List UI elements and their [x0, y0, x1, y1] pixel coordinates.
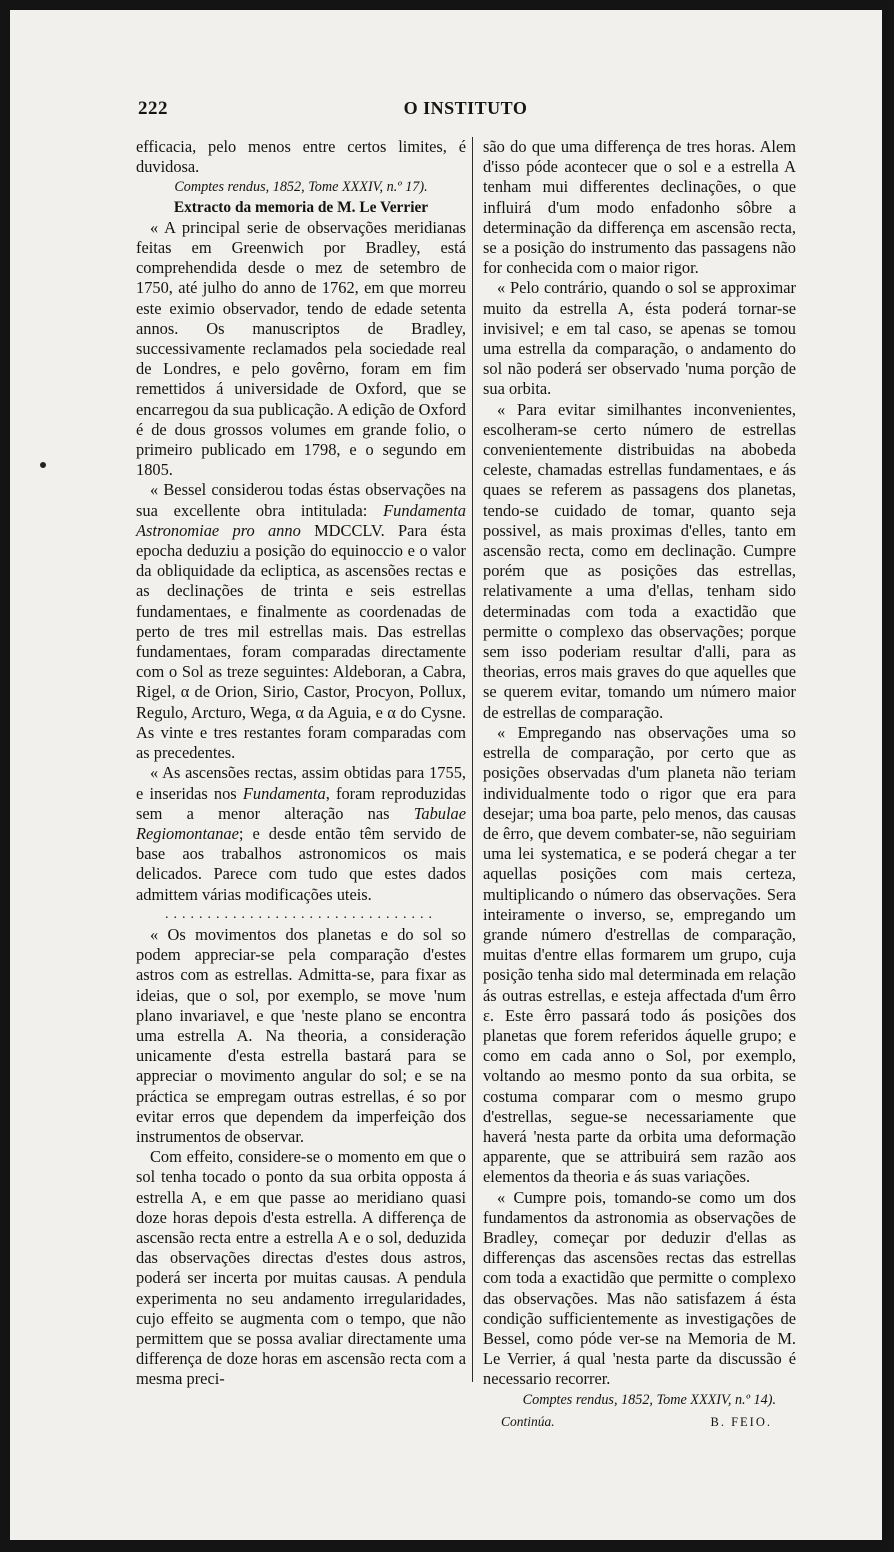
- text-run: , foram reproduzidas sem a menor alteração nas: [136, 783, 466, 823]
- running-title: O INSTITUTO: [403, 98, 528, 118]
- section-title: Extracto da memoria de M. Le Verrier: [173, 198, 429, 216]
- text-run: « As ascensões rectas, assim obtidas para 1755, e inseridas nos: [136, 763, 466, 803]
- page-header: [138, 98, 793, 124]
- text-run: « Bessel considerou todas éstas observações na sua excellente obra intitulada:: [136, 480, 466, 520]
- work-title: Tabulae Regiomontanae: [136, 803, 466, 843]
- paragraph: « A principal serie de observações meridianas feitas em Greenwich por Bradley, está comprehendida desde o mez de setembro de 1750, até julho do anno de 1762, em que morreu este eximio observador, tendo de edade setenta annos. Os manuscriptos de Bradley, successivamente reclamados pela sociedade real de Londres, e pelo govêrno, foram em fim remettidos á universidade de Oxford, que se encarregou da sua publicação. A edição de Oxford é de dous grossos volumes em grande folio, o primeiro publicado em 1798, e o segundo em 1805.: [136, 217, 466, 480]
- margin-mark: [40, 462, 46, 468]
- work-title: Fundamenta: [242, 783, 326, 803]
- paragraph: [136, 480, 466, 763]
- left-column: [136, 137, 466, 1389]
- citation: Comptes rendus, 1852, Tome XXXIV, n.º 17).: [174, 179, 428, 196]
- right-column: [472, 137, 796, 1429]
- text-run: MDCCLV. Para ésta epocha deduziu a posição do equinoccio e o valor da obliquidade da ecliptica, as ascensões rectas e as declinações de trinta e seis estrellas fundamentaes, e finalmente as coordenadas de perto de tres mil estrellas mais. Das estrellas fundamentaes, foram comparadas directamente com o Sol as treze seguintes: Aldeboran, a Cabra, Rigel, α de Orion, Sirio, Castor, Procyon, Pollux, Regulo, Arcturo, Wega, α da Aguia, e α do Cysne. As vinte e tres restantes foram comparadas com as precedentes.: [136, 520, 466, 763]
- continua-note: Continúa.: [501, 1413, 555, 1429]
- page-number: 222: [138, 98, 168, 119]
- paragraph: efficacia, pelo menos entre certos limites, é duvidosa.: [136, 137, 466, 177]
- paragraph: são do que uma differença de tres horas. Alem d'isso póde acontecer que o sol e a estrella A tenham mui differentes declinações, o que influirá d'um modo enfadonho sôbre a determinação da differença em ascensão recta, se a posição do instrumento das passagens não for conhecida com o maior rigor.: [483, 137, 796, 278]
- work-title: Fundamenta Astronomiae pro anno: [136, 500, 466, 540]
- citation: Comptes rendus, 1852, Tome XXXIV, n.º 14).: [522, 1391, 776, 1408]
- paragraph: « Para evitar similhantes inconvenientes, escolheram-se certo número de estrellas convenientemente distribuidas na abobeda celeste, chamadas estrellas fundamentaes, e ás quaes se referem as passagens dos planetas, tendo-se cuidado de tomar, quanto seja possivel, as mais proximas d'elles, tanto em ascensão recta, como em declinação. Cumpre porém que as posições das estrellas, relativamente a uma d'ellas, tenham sido determinadas com toda a exactidão que permitte o complexo das observações; porque sem isso poderiam resultar d'alli, para as theorias, erros mais graves do que aquelles que se querem evitar, tomando um número maior de estrellas de comparação.: [483, 399, 796, 722]
- paragraph: « Empregando nas observações uma so estrella de comparação, por certo que as posições observadas d'um planeta não teriam individualmente todo o rigor que era para desejar; uma boa parte, pelo menos, das causas de êrro, que devem combater-se, não seguiriam uma lei systematica, e se poderá chegar a ter aquellas posições com mais certeza, multiplicando o número das observações. Sera inteiramente o inverso, se, empregando um grande número d'estrellas de comparação, muitas d'entre ellas formarem um grupo, cuja posição tenha sido mal determinada em relação ás outras estrellas, e esteja affectada d'um êrro ε. Este êrro passará todo ás posições dos planetas que forem referidos áquelle grupo; e como em cada anno o Sol, por exemplo, voltando ao mesmo ponto da sua orbita, se costuma comparar com o mesmo grupo d'estrellas, segue-se necessariamente que haverá 'nesta parte da orbita uma deformação apparente, que se attribuirá sem razão aos elementos da theoria e ás suas variações.: [483, 722, 796, 1187]
- paragraph: « Os movimentos dos planetas e do sol so podem appreciar-se pela comparação d'estes astros com as estrellas. Admitta-se, para fixar as ideias, que o sol, por exemplo, se move 'num plano invariavel, e que 'neste plano se encontra uma estrella A. Na theoria, a consideração unicamente d'esta estrella bastará para se appreciar o movimento angular do sol; e se na práctica se empregam outras estrellas, é so por evitar erros que dependem da imperfeição dos instrumentos de observar.: [136, 924, 466, 1146]
- paragraph: « Cumpre pois, tomando-se como um dos fundamentos da astronomia as observações de Bradley, começar por deduzir d'ellas as differenças das ascensões rectas das estrellas com toda a exactidão que permitte o complexo das observações. Mas não satisfazem á ésta condição sufficientemente as investigações de Bessel, como póde ver-se na Memoria de M. Le Verrier, á qual 'nesta parte da discussão é necessario recorrer.: [483, 1187, 796, 1389]
- article-footer: [483, 1412, 796, 1432]
- author-signature: B. FEIO.: [710, 1414, 772, 1429]
- separator: ................................: [165, 906, 437, 922]
- page-sheet: [10, 10, 882, 1540]
- paragraph: [136, 763, 466, 904]
- paragraph: Com effeito, considere-se o momento em que o sol tenha tocado o ponto da sua orbita opposta á estrella A, e em que passe ao meridiano quasi doze horas depois d'esta estrella. A differença de ascensão recta entre a estrella A e o sol, deduzida das observações directas d'estes dous astros, poderá ser incerta por muitas causas. A pendula experimenta no seu andamento irregularidades, cujo effeito se augmenta com o tempo, que não permittem que se possa avaliar directamente uma differença de doze horas em ascensão recta com a mesma preci-: [136, 1147, 466, 1389]
- text-run: ; e desde então têm servido de base aos trabalhos astronomicos os mais delicados. Parece com tudo que estes dados admittem várias modificações uteis.: [136, 823, 466, 904]
- paragraph: « Pelo contrário, quando o sol se approximar muito da estrella A, ésta poderá tornar-se invisivel; e em tal caso, se apenas se tomou uma estrella da comparação, o andamento do sol não poderá ser observado 'numa porção de sua orbita.: [483, 278, 796, 399]
